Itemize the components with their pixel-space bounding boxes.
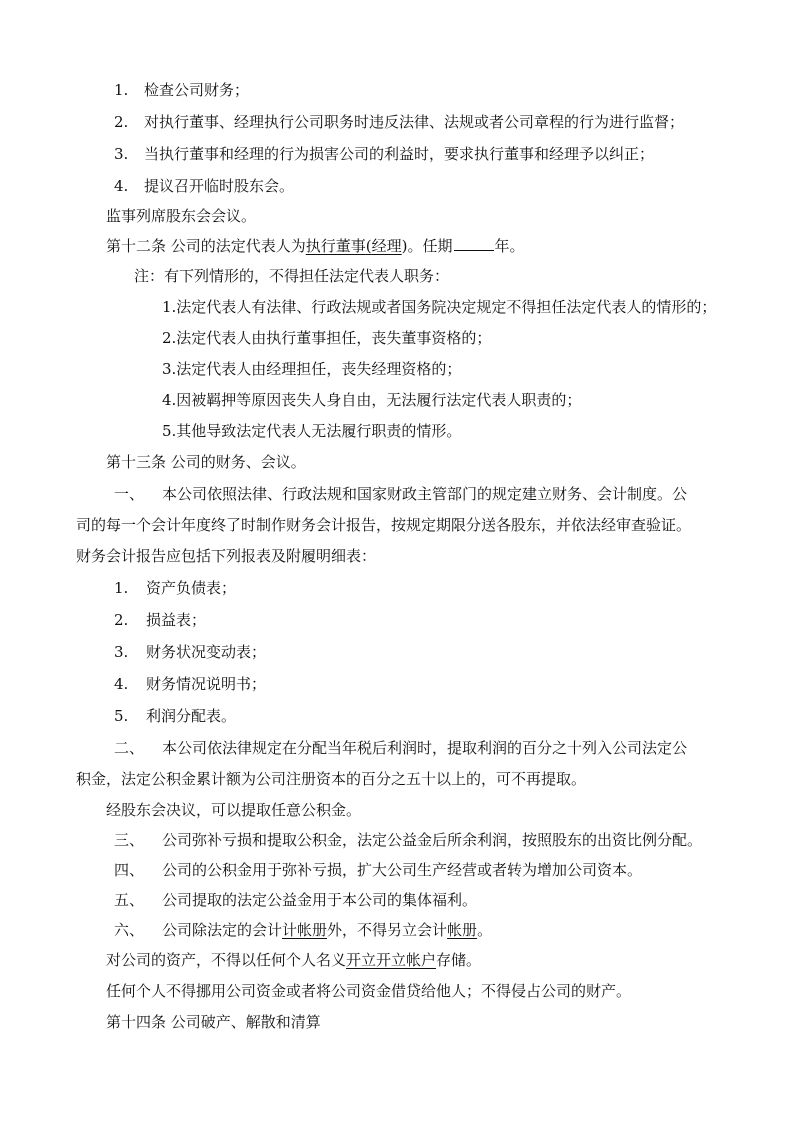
article-12 [106, 236, 525, 256]
section-5-label: 五、 [114, 891, 145, 909]
section-2-line-1 [114, 738, 687, 758]
report-text: 财务情况说明书； [146, 675, 267, 693]
report-item [114, 642, 266, 662]
term-blank-line [454, 236, 494, 251]
article-13-heading: 第十三条 公司的财务、会议。 [106, 453, 306, 471]
article-12-prefix: 第十二条 公司的法定代表人为 [106, 237, 306, 255]
report-text: 损益表； [146, 611, 207, 629]
article-12-paren-open: ( [365, 237, 372, 255]
section-6-pre: 公司除法定的会计 [162, 921, 283, 939]
no-misuse-rule: 任何个人不得挪用公司资金或者将公司资金借贷给他人；不得侵占公司的财产。 [106, 982, 632, 1000]
attend-meeting-text: 监事列席股东会会议。 [106, 207, 257, 225]
report-number: 4. [114, 675, 129, 693]
shareholder-resolution: 经股东会决议，可以提取任意公积金。 [106, 801, 362, 819]
section-6-underlined-2: 帐册 [447, 921, 478, 939]
note-item: 1.法定代表人有法律、行政法规或者国务院决定规定不得担任法定代表人的情形的； [162, 298, 717, 316]
duty-text: 检查公司财务； [144, 81, 250, 99]
report-number: 1. [114, 579, 129, 597]
note-item: 3.法定代表人由经理担任，丧失经理资格的； [162, 360, 462, 378]
report-item [114, 706, 236, 726]
report-number: 2. [114, 611, 129, 629]
section-2-label: 二、 [114, 739, 145, 757]
section-3 [114, 830, 702, 850]
duty-item [114, 176, 294, 196]
section-5-text: 公司提取的法定公益金用于本公司的集体福利。 [162, 891, 478, 909]
note-item: 4.因被羁押等原因丧失人身自由，无法履行法定代表人职责的； [162, 391, 582, 409]
duty-number: 3. [114, 145, 129, 163]
section-6-label: 六、 [114, 921, 145, 939]
article-12-paren-close: ) [401, 237, 408, 255]
section-6 [114, 920, 492, 940]
section-4 [114, 860, 642, 880]
report-text: 资产负债表； [146, 579, 237, 597]
report-number: 5. [114, 707, 129, 725]
section-2-text: 本公司依法律规定在分配当年税后利润时，提取利润的百分之十列入公司法定公 [162, 739, 688, 757]
duty-text: 对执行董事、经理执行公司职务时违反法律、法规或者公司章程的行为进行监督； [144, 113, 685, 131]
report-number: 3. [114, 643, 129, 661]
note-item: 2.法定代表人由执行董事担任，丧失董事资格的； [162, 329, 492, 347]
section-6-mid: 外，不得另立会计 [327, 921, 448, 939]
section-6-post: 。 [477, 921, 493, 939]
section-1-line-2: 司的每一个会计年度终了时制作财务会计报告，按规定期限分送各股东，并依法经审查验证。 [76, 516, 692, 534]
report-text: 财务状况变动表； [146, 643, 267, 661]
section-4-text: 公司的公积金用于弥补亏损，扩大公司生产经营或者转为增加公司资本。 [162, 861, 643, 879]
article-12-term-suffix: 年。 [494, 237, 525, 255]
section-3-label: 三、 [114, 831, 145, 849]
article-14-heading: 第十四条 公司破产、解散和清算 [106, 1013, 321, 1031]
report-item [114, 578, 236, 598]
article-12-executive-director: 执行董事 [305, 237, 366, 255]
assets-rule [106, 950, 481, 970]
duty-number: 4. [114, 177, 129, 195]
assets-post: 存储。 [436, 951, 482, 969]
article-12-term-label: 。任期 [407, 237, 453, 255]
section-4-label: 四、 [114, 861, 145, 879]
section-1-line-1 [114, 484, 687, 504]
assets-underlined: 开立开立帐户 [346, 951, 437, 969]
section-1-label: 一、 [114, 485, 145, 503]
article-12-manager: 经理 [371, 237, 402, 255]
section-3-text: 公司弥补亏损和提取公积金，法定公益金后所余利润，按照股东的出资比例分配。 [162, 831, 703, 849]
assets-pre: 对公司的资产，不得以任何个人名义 [106, 951, 347, 969]
report-item [114, 610, 206, 630]
duty-item [114, 144, 654, 164]
section-6-underlined-1: 计帐册 [282, 921, 328, 939]
duty-text: 当执行董事和经理的行为损害公司的利益时，要求执行董事和经理予以纠正； [144, 145, 655, 163]
duty-number: 1. [114, 81, 129, 99]
duty-text: 提议召开临时股东会。 [144, 177, 295, 195]
report-text: 利润分配表。 [146, 707, 237, 725]
duty-number: 2. [114, 113, 129, 131]
section-2-line-2: 积金，法定公积金累计额为公司注册资本的百分之五十以上的，可不再提取。 [76, 770, 587, 788]
section-1-line-3: 财务会计报告应包括下列报表及附履明细表： [76, 547, 377, 565]
note-text: 注：有下列情形的，不得担任法定代表人职务： [134, 267, 450, 285]
report-item [114, 674, 266, 694]
duty-item [114, 112, 684, 132]
section-5 [114, 890, 477, 910]
duty-item [114, 80, 249, 100]
section-1-text: 本公司依照法律、行政法规和国家财政主管部门的规定建立财务、会计制度。公 [162, 485, 688, 503]
note-item: 5.其他导致法定代表人无法履行职责的情形。 [162, 422, 462, 440]
